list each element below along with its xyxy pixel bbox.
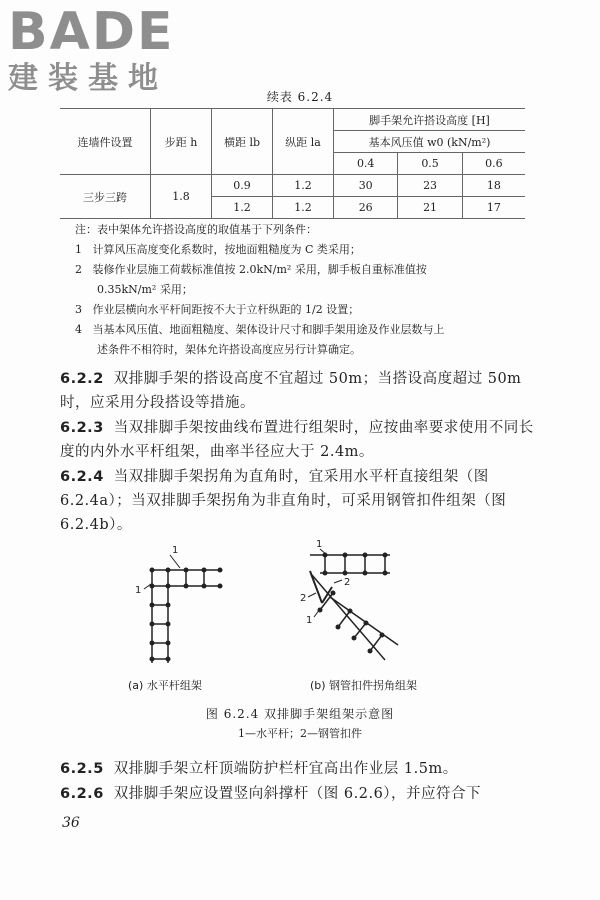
diagram-b-nodes: [318, 553, 388, 654]
label-b-horizontal-bar-top: 1: [316, 539, 323, 550]
note-item: [75, 260, 535, 280]
logo-subtitle: 建装基地: [8, 61, 168, 96]
step-cell: 1.8: [151, 175, 212, 219]
clause-text: 当双排脚手架按曲线布置进行组架时，应按曲率要求使用不同长度的内外水平杆组架，曲率半径应大于 2.4m。: [60, 420, 534, 460]
clause-6-2-4: [60, 465, 540, 537]
table-cell: 17: [462, 197, 525, 219]
note-number: 1: [75, 243, 82, 256]
note-number: 3: [75, 303, 82, 316]
figure-legend: 1—水平杆；2—钢管扣件: [238, 727, 362, 740]
table-cell: 23: [398, 175, 462, 197]
logo-wordmark: BADE: [8, 2, 175, 62]
table-cell: 0.9: [212, 175, 273, 197]
label-b-coupler-right: 2: [344, 577, 351, 588]
header-wind-pressure: 基本风压值 w0 (kN/m²): [334, 131, 526, 153]
note-text: 作业层横向水平杆间距按不大于立杆纵距的 1/2 设置；: [92, 303, 360, 316]
clause-text: 双排脚手架立杆顶端防护栏杆宜高出作业层 1.5m。: [113, 761, 458, 777]
note-item: [75, 240, 535, 260]
table-caption: 续表 6.2.4: [266, 90, 334, 104]
clause-number: 6.2.5: [60, 761, 104, 777]
clause-text: 双排脚手架的搭设高度不宜超过 50m；当搭设高度超过 50m 时，应采用分段搭设等措施。: [60, 371, 522, 411]
clause-number: 6.2.2: [60, 371, 104, 387]
header-step: 步距 h: [151, 109, 212, 175]
note-continuation: 0.35kN/m² 采用；: [97, 283, 193, 296]
table-notes: [75, 220, 535, 360]
table-row: [60, 175, 525, 197]
header-transverse: 横距 lb: [212, 109, 273, 175]
diagram-a-right-angle: [144, 555, 220, 663]
clause-6-2-5: [60, 757, 540, 781]
header-longitudinal: 纵距 la: [273, 109, 334, 175]
group-label-cell: 三步三跨: [60, 175, 151, 219]
figure-a-caption: (a) 水平杆组架: [128, 679, 202, 692]
table-cell: 1.2: [273, 175, 334, 197]
figure-caption: 图 6.2.4 双排脚手架组架示意图: [205, 707, 395, 721]
note-continuation: 述条件不相符时，架体允许搭设高度应另行计算确定。: [97, 343, 361, 356]
clause-6-2-6: [60, 782, 540, 806]
clause-text: 当双排脚手架拐角为直角时，宜采用水平杆直接组架（图 6.2.4a）；当双排脚手架拐角为非直角时，可采用钢管扣件组架（图 6.2.4b）。: [60, 469, 507, 533]
table-cell: 26: [334, 197, 398, 219]
header-allowed-height: 脚手架允许搭设高度 [H]: [334, 109, 526, 131]
clause-6-2-3: [60, 416, 540, 464]
note-number: 4: [75, 323, 82, 336]
clause-6-2-2: [60, 367, 540, 415]
page-number: 36: [62, 815, 80, 831]
note-text: 当基本风压值、地面粗糙度、架体设计尺寸和脚手架用途及作业层数与上: [92, 323, 445, 336]
height-limit-table: [60, 108, 525, 219]
note-item: [75, 300, 535, 320]
label-b-horizontal-bar-low: 1: [306, 615, 313, 626]
clause-number: 6.2.3: [60, 420, 104, 436]
clause-number: 6.2.6: [60, 786, 104, 802]
table-cell: 18: [462, 175, 525, 197]
table-cell: 1.2: [273, 197, 334, 219]
label-b-coupler-left: 2: [300, 593, 307, 604]
table-cell: 21: [398, 197, 462, 219]
header-wind-2: 0.5: [398, 153, 462, 175]
header-wind-3: 0.6: [462, 153, 525, 175]
brand-logo: [8, 4, 175, 96]
note-item: [75, 320, 535, 340]
diagram-b-oblique: [308, 549, 398, 660]
figure-b-caption: (b) 钢管扣件拐角组架: [310, 679, 418, 692]
header-wall-tie: 连墙件设置: [60, 109, 151, 175]
clause-number: 6.2.4: [60, 469, 104, 485]
header-wind-1: 0.4: [334, 153, 398, 175]
note-text: 计算风压高度变化系数时，按地面粗糙度为 C 类采用；: [92, 243, 361, 256]
label-a-horizontal-bar-top: 1: [172, 545, 179, 556]
table-cell: 1.2: [212, 197, 273, 219]
table-cell: 30: [334, 175, 398, 197]
notes-intro: 注：表中架体允许搭设高度的取值基于下列条件：: [75, 223, 317, 236]
clause-text: 双排脚手架应设置竖向斜撑杆（图 6.2.6），并应符合下: [113, 786, 482, 802]
note-text: 装修作业层施工荷载标准值按 2.0kN/m² 采用，脚手板自重标准值按: [92, 263, 427, 276]
label-a-horizontal-bar-left: 1: [135, 585, 142, 596]
note-number: 2: [75, 263, 82, 276]
scaffold-corner-diagram: [120, 535, 440, 675]
